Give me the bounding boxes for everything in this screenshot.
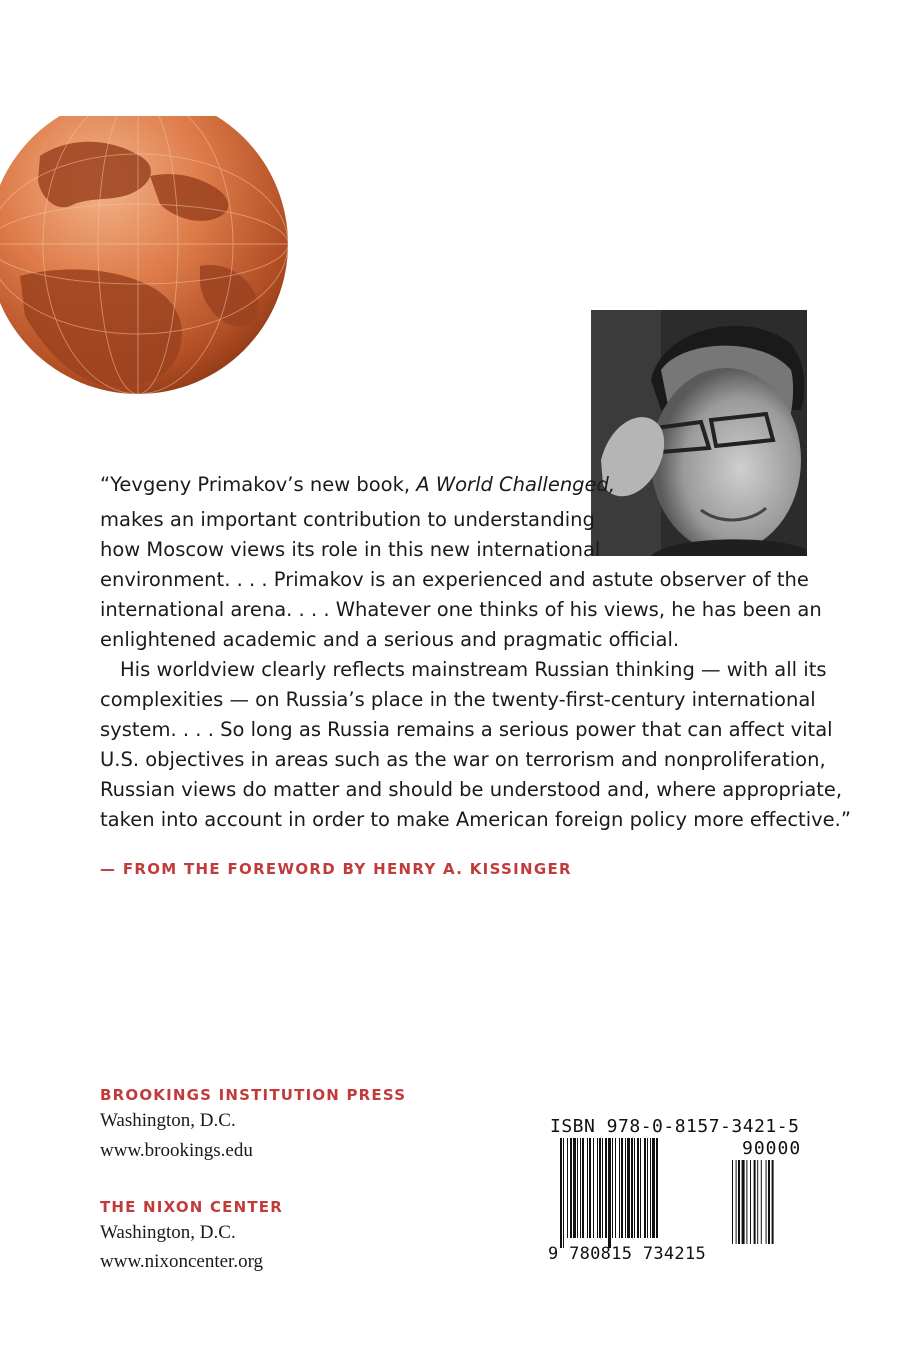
barcode-bar <box>627 1138 630 1238</box>
barcode-addon-bar <box>761 1160 762 1244</box>
barcode-bar <box>640 1138 641 1238</box>
publisher-name: THE NIXON CENTER <box>100 1198 283 1216</box>
publisher-url: www.brookings.edu <box>100 1140 253 1161</box>
barcode-bar <box>563 1138 564 1248</box>
barcode-addon-bar <box>746 1160 747 1244</box>
barcode-bar <box>567 1138 568 1238</box>
barcode-bar <box>573 1138 576 1238</box>
quote-line: environment. . . . Primakov is an experienced and astute observer of the <box>100 568 809 591</box>
barcode-addon-bar <box>757 1160 758 1244</box>
barcode-bar <box>599 1138 601 1238</box>
barcode-bar <box>634 1138 635 1238</box>
barcode-bar <box>587 1138 588 1238</box>
publisher-name: BROOKINGS INSTITUTION PRESS <box>100 1086 407 1104</box>
barcode-addon-bar <box>732 1160 733 1244</box>
quote-line: complexities — on Russia’s place in the twenty-first-century international <box>100 688 816 711</box>
barcode-addon-bar <box>768 1160 770 1244</box>
barcode-addon-bar <box>736 1160 737 1244</box>
barcode-addon-bar <box>772 1160 774 1244</box>
barcode-bar <box>593 1138 594 1238</box>
barcode-bar <box>619 1138 620 1238</box>
barcode-bar <box>656 1138 658 1238</box>
price-addon-label: 90000 <box>742 1138 802 1159</box>
quote-line: His worldview clearly reflects mainstream Russian thinking — with all its <box>120 658 827 681</box>
barcode-bar <box>608 1138 611 1248</box>
barcode-bar <box>647 1138 648 1238</box>
publisher-city: Washington, D.C. <box>100 1222 236 1243</box>
barcode-bar <box>652 1138 655 1238</box>
barcode-bar <box>637 1138 639 1238</box>
quote-line: U.S. objectives in areas such as the war on terrorism and nonproliferation, <box>100 748 826 771</box>
publisher-url: www.nixoncenter.org <box>100 1251 264 1272</box>
quote-line: makes an important contribution to understanding <box>100 508 595 531</box>
isbn-label: ISBN 978-0-8157-3421-5 <box>550 1116 800 1137</box>
barcode-bar <box>621 1138 623 1238</box>
quote-line: how Moscow views its role in this new international <box>100 538 601 561</box>
barcode-bar <box>602 1138 603 1238</box>
barcode-bar <box>625 1138 626 1238</box>
quote-attribution: — FROM THE FOREWORD BY HENRY A. KISSINGER <box>100 860 572 878</box>
barcode-bar <box>582 1138 584 1238</box>
barcode-addon-bar <box>750 1160 751 1244</box>
barcode-addon-bar <box>738 1160 740 1244</box>
quote-line: taken into account in order to make American foreign policy more effective.” <box>100 808 851 831</box>
barcode-bar <box>580 1138 581 1238</box>
barcode-bar <box>577 1138 578 1238</box>
quote-line: international arena. . . . Whatever one thinks of his views, he has been an <box>100 598 822 621</box>
globe-illustration <box>0 116 290 396</box>
barcode-bar <box>650 1138 651 1238</box>
barcode-bar <box>631 1138 633 1238</box>
barcode-bar <box>597 1138 598 1238</box>
barcode-bar <box>605 1138 607 1238</box>
barcode-bar <box>644 1138 646 1238</box>
barcode-bar <box>612 1138 613 1238</box>
publisher-city: Washington, D.C. <box>100 1110 236 1131</box>
quote-line: Russian views do matter and should be understood and, where appropriate, <box>100 778 843 801</box>
quote-line: enlightened academic and a serious and pragmatic official. <box>100 628 680 651</box>
barcode-addon-bar <box>766 1160 767 1244</box>
ean-label: 9 780815 734215 <box>548 1244 707 1264</box>
barcode-bar <box>560 1138 562 1248</box>
barcode-bar <box>615 1138 616 1238</box>
quote-line: system. . . . So long as Russia remains a serious power that can affect vital <box>100 718 833 741</box>
barcode-bar <box>570 1138 572 1238</box>
quote-line: “Yevgeny Primakov’s new book, A World Challenged, <box>100 473 616 496</box>
author-portrait <box>591 310 807 556</box>
barcode-bar <box>589 1138 591 1238</box>
barcode-addon-bar <box>754 1160 756 1244</box>
barcode <box>560 1138 810 1248</box>
barcode-addon-bar <box>742 1160 745 1244</box>
